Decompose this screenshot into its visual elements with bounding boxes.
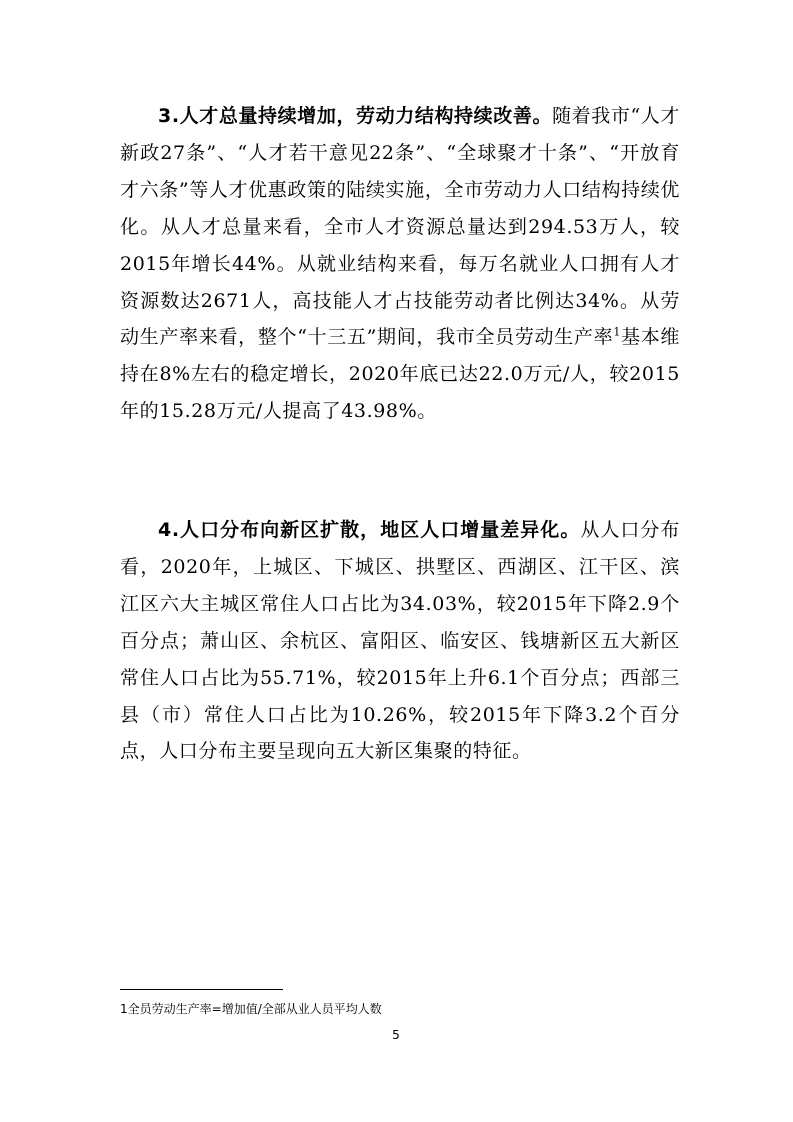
- footnote: [120, 1001, 382, 1017]
- footnote-text: 全员劳动生产率=增加值/全部从业人员平均人数: [127, 1002, 382, 1016]
- footnote-separator: [120, 989, 283, 990]
- footnote-marker: 1: [120, 1002, 128, 1016]
- paragraph-talent-labor: [120, 98, 680, 430]
- page-number: 5: [392, 1028, 400, 1042]
- paragraph-text: 随着我市“人才新政27条”、“人才若干意见22条”、“全球聚才十条”、“开放育才六条”等人才优惠政策的陆续实施，全市劳动力人口结构持续优化。从人才总量来看，全市人才资源总量达到294.53万人，较2015年增长44%。从就业结构来看，每万名就业人口拥有人才资源数达2671人，高技能人才占技能劳动者比例达34%。从劳动生产率来看，整个“十三五”期间，我市全员劳动生产率: [120, 105, 680, 349]
- paragraph-heading: 4.人口分布向新区扩散，地区人口增量差异化。: [158, 519, 581, 541]
- paragraph-text-continued: 基本维持在8%左右的稳定增长，2020年底已达22.0万元/人，较2015年的15.28万元/人提高了43.98%。: [120, 326, 680, 423]
- paragraph-heading: 3.人才总量持续增加，劳动力结构持续改善。: [158, 105, 553, 127]
- footnote-reference[interactable]: 1: [613, 326, 621, 340]
- paragraph-text: 从人口分布看，2020年，上城区、下城区、拱墅区、西湖区、江干区、滨江区六大主城区常住人口占比为34.03%，较2015年下降2.9个百分点；萧山区、余杭区、富阳区、临安区、钱塘新区五大新区常住人口占比为55.71%，较2015年上升6.1个百分点；西部三县（市）常住人口占比为10.26%，较2015年下降3.2个百分点，人口分布主要呈现向五大新区集聚的特征。: [120, 519, 680, 763]
- paragraph-population-distribution: [120, 512, 680, 770]
